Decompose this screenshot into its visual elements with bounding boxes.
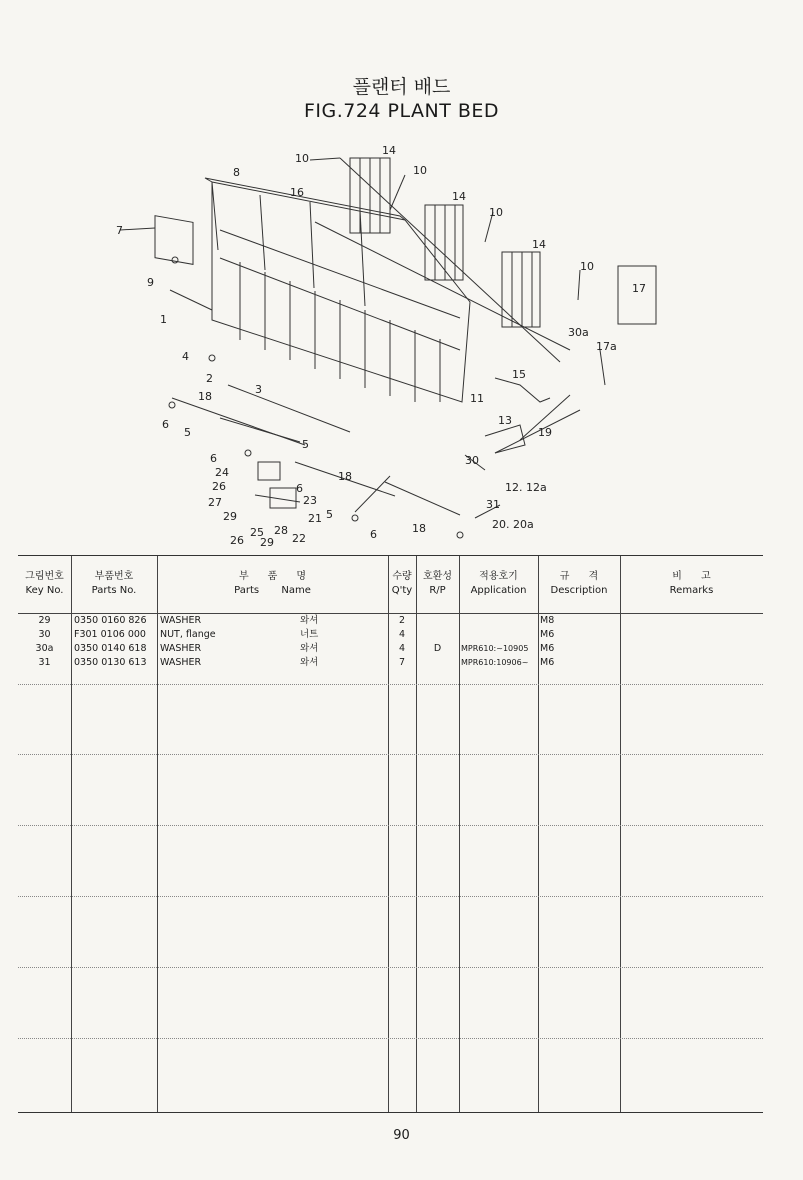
cell-qty: 2 xyxy=(398,615,406,626)
cell-part-name-ko: 너트 xyxy=(300,629,319,640)
bolt-4 xyxy=(209,355,215,361)
bolt-6-c xyxy=(352,515,358,521)
table-row xyxy=(18,642,763,656)
header-description-ko: 규 격 xyxy=(559,571,599,582)
cell-application: MPR610:~10905 xyxy=(461,644,529,653)
label-6: 6 xyxy=(210,452,217,465)
plant-bed-exploded-diagram xyxy=(100,140,720,555)
label-17: 17 xyxy=(632,282,646,295)
cell-key: 29 xyxy=(38,615,51,626)
label-29: 29 xyxy=(223,510,237,523)
header-rp-en: R/P xyxy=(429,585,446,596)
label-5: 5 xyxy=(184,426,191,439)
label-21: 21 xyxy=(308,512,322,525)
strip-18-c xyxy=(385,482,460,515)
label-10: 10 xyxy=(295,152,309,165)
label-14: 14 xyxy=(382,144,396,157)
label-5: 5 xyxy=(326,508,333,521)
strip-5-b xyxy=(355,476,390,512)
label-22: 22 xyxy=(292,532,306,545)
cell-description: M6 xyxy=(540,643,555,654)
header-qty-en: Q'ty xyxy=(391,585,413,596)
cell-qty: 7 xyxy=(398,657,406,668)
cell-description: M8 xyxy=(540,615,555,626)
label-2: 2 xyxy=(206,372,213,385)
header-key xyxy=(18,570,71,598)
header-remarks-ko: 비 고 xyxy=(672,571,711,582)
cell-key: 30a xyxy=(35,643,54,654)
label-5: 5 xyxy=(302,438,309,451)
label-29: 29 xyxy=(260,536,274,549)
cell-part-no: F301 0106 000 xyxy=(74,629,146,640)
label-10: 10 xyxy=(413,164,427,177)
bolt-9 xyxy=(172,257,178,263)
label-18: 18 xyxy=(338,470,352,483)
header-part-no-ko: 부품번호 xyxy=(94,571,134,582)
label-25: 25 xyxy=(250,526,264,539)
cell-application: MPR610:10906~ xyxy=(461,658,529,667)
header-application xyxy=(459,570,538,598)
rod-long xyxy=(340,158,560,362)
cell-part-no: 0350 0140 618 xyxy=(74,643,147,654)
label-6: 6 xyxy=(162,418,169,431)
parts-table xyxy=(18,555,763,1113)
label-16: 16 xyxy=(290,186,304,199)
header-qty-ko: 수량 xyxy=(392,571,412,582)
cell-part-name: WASHER xyxy=(160,657,202,668)
bolt-20 xyxy=(457,532,463,538)
label-6: 6 xyxy=(370,528,377,541)
label-6: 6 xyxy=(296,482,303,495)
header-part-no-en: Parts No. xyxy=(91,585,137,596)
cell-qty: 4 xyxy=(398,643,406,654)
label-10: 10 xyxy=(489,206,503,219)
bracket-part-13 xyxy=(485,425,525,453)
cell-part-name-ko: 와셔 xyxy=(300,643,319,654)
page-number: 90 xyxy=(393,1128,410,1143)
label-26: 26 xyxy=(212,480,226,493)
cell-part-no: 0350 0160 826 xyxy=(74,615,147,626)
cell-qty: 4 xyxy=(398,629,406,640)
header-remarks-en: Remarks xyxy=(669,585,714,596)
label-11: 11 xyxy=(470,392,484,405)
label-28: 28 xyxy=(274,524,288,537)
label-7: 7 xyxy=(116,224,123,237)
label-31: 31 xyxy=(486,498,500,511)
label-30a: 30a xyxy=(568,326,589,339)
header-description-en: Description xyxy=(550,585,608,596)
comb-part-14-a xyxy=(350,158,390,233)
header-key-ko: 그림번호 xyxy=(25,571,64,582)
header-part-name xyxy=(157,570,388,598)
table-row xyxy=(18,628,763,642)
cell-part-no: 0350 0130 613 xyxy=(74,657,147,668)
comb-part-14-c xyxy=(502,252,540,327)
label-20-20a: 20. 20a xyxy=(492,518,534,531)
cell-description: M6 xyxy=(540,657,555,668)
bolt-6-a xyxy=(169,402,175,408)
label-15: 15 xyxy=(512,368,526,381)
label-3: 3 xyxy=(255,383,262,396)
label-17a: 17a xyxy=(596,340,617,353)
header-remarks xyxy=(620,570,763,598)
header-qty xyxy=(388,570,416,598)
header-part-name-ko: 부 품 명 xyxy=(238,571,307,582)
cell-part-name: WASHER xyxy=(160,615,202,626)
label-26: 26 xyxy=(230,534,244,547)
label-24: 24 xyxy=(215,466,229,479)
header-rp xyxy=(416,570,459,598)
label-14: 14 xyxy=(452,190,466,203)
part-17-box xyxy=(618,266,656,324)
label-18: 18 xyxy=(412,522,426,535)
label-10: 10 xyxy=(580,260,594,273)
label-13: 13 xyxy=(498,414,512,427)
label-19: 19 xyxy=(538,426,552,439)
label-1: 1 xyxy=(160,313,167,326)
label-14: 14 xyxy=(532,238,546,251)
header-application-ko: 적용호기 xyxy=(479,571,518,582)
spring-part-15 xyxy=(495,378,550,402)
bed-frame-outline xyxy=(212,182,470,402)
bolt-6-b xyxy=(245,450,251,456)
label-30: 30 xyxy=(465,454,479,467)
header-part-no xyxy=(71,570,157,598)
header-key-en: Key No. xyxy=(25,585,64,596)
label-27: 27 xyxy=(208,496,222,509)
table-row xyxy=(18,614,763,628)
cell-part-name: NUT, flange xyxy=(160,629,216,640)
header-description xyxy=(538,570,620,598)
label-12-12a: 12. 12a xyxy=(505,481,547,494)
cell-rp: D xyxy=(433,643,442,654)
label-9: 9 xyxy=(147,276,154,289)
cell-description: M6 xyxy=(540,629,555,640)
cell-part-name-ko: 와셔 xyxy=(300,657,319,668)
figure-title-english: FIG.724 PLANT BED xyxy=(303,100,500,122)
header-application-en: Application xyxy=(470,585,527,596)
header-part-name-en: Parts Name xyxy=(234,585,311,596)
cell-key: 31 xyxy=(38,657,51,668)
strip-18-a xyxy=(228,385,350,432)
header-rp-ko: 호환성 xyxy=(423,571,452,582)
table-row xyxy=(18,656,763,670)
label-18: 18 xyxy=(198,390,212,403)
cell-part-name: WASHER xyxy=(160,643,202,654)
cell-key: 30 xyxy=(38,629,51,640)
cell-part-name-ko: 와셔 xyxy=(300,615,319,626)
figure-title-korean: 플랜터 배드 xyxy=(352,76,451,98)
label-4: 4 xyxy=(182,350,189,363)
label-8: 8 xyxy=(233,166,240,179)
label-23: 23 xyxy=(303,494,317,507)
hinge-bracket-24 xyxy=(258,462,280,480)
